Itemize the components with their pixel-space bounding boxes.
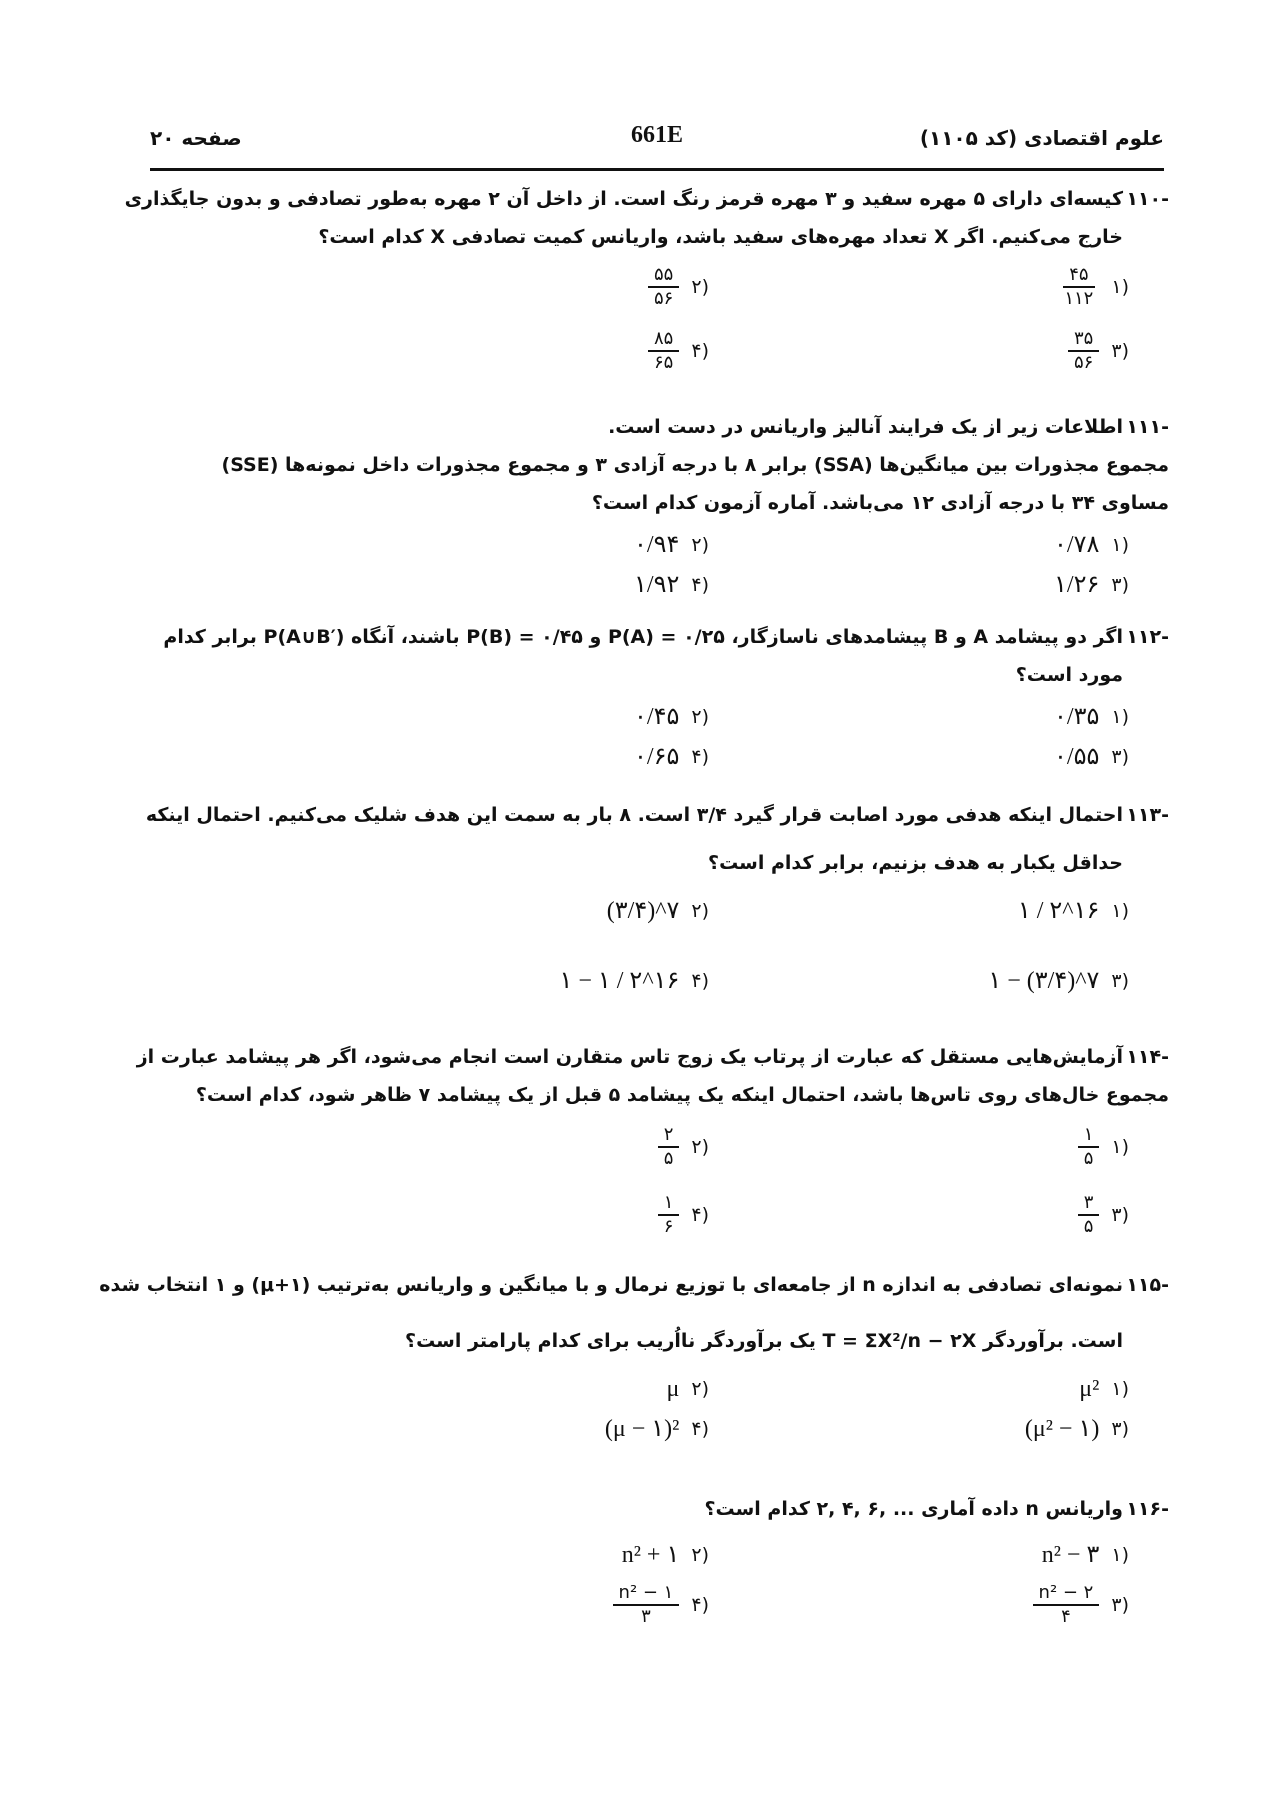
question-text: اطلاعات زیر از یک فرایند آنالیز واریانس در دست است. <box>608 416 1123 438</box>
option-3[interactable]: (۳ ۱/۲۶ <box>1054 572 1129 598</box>
header-rule <box>150 168 1164 171</box>
question-text: واریانس n داده آماری ... ,۶ ,۴ ,۲ کدام است؟ <box>704 1498 1123 1520</box>
question-number: -۱۱۰ <box>1126 188 1169 210</box>
question-116 <box>125 1490 1169 1658</box>
question-text: است. برآوردگر T = ΣX²/n − ۲X یک برآوردگر نااُریب برای کدام پارامتر است؟ <box>405 1330 1123 1352</box>
option-2[interactable]: (۲ (۳/۴)^۷ <box>606 898 709 924</box>
question-number: -۱۱۵ <box>1126 1274 1169 1296</box>
page-header <box>150 118 1164 158</box>
question-text: مورد است؟ <box>1015 664 1123 686</box>
question-number: -۱۱۲ <box>1126 626 1169 648</box>
option-1[interactable]: (۱ $\frac{۱}{۵}$ <box>1078 1124 1129 1170</box>
option-2[interactable]: (۲ ۰/۴۵ <box>634 704 709 730</box>
question-110 <box>125 180 1169 392</box>
option-2[interactable]: (۲ μ <box>666 1376 709 1402</box>
question-text: احتمال اینکه هدفی مورد اصابت قرار گیرد ۳/۴ است. ۸ بار به سمت این هدف شلیک می‌کنیم. احتمال اینکه <box>145 804 1123 826</box>
option-4[interactable]: (۴ $\frac{\text{n² − ۱}}{۳}$ <box>613 1582 709 1628</box>
question-text: مجموع مجذورات بین میانگین‌ها (SSA) برابر ۸ با درجه آزادی ۳ و مجموع مجذورات داخل نمونه‌ها (SSE) <box>221 454 1169 476</box>
option-3[interactable]: (۳ ۰/۵۵ <box>1054 744 1129 770</box>
question-113 <box>125 796 1169 1022</box>
question-number: -۱۱۳ <box>1126 804 1169 826</box>
option-4[interactable]: (۴ (μ − ۱)² <box>604 1416 709 1442</box>
option-4[interactable]: (۴ ۰/۶۵ <box>634 744 709 770</box>
option-2[interactable]: (۲ $\frac{۲}{۵}$ <box>658 1124 709 1170</box>
option-2[interactable]: (۲ ۰/۹۴ <box>634 532 709 558</box>
page-number: صفحه ۲۰ <box>150 126 242 150</box>
option-1[interactable]: (۱ μ² <box>1079 1376 1129 1402</box>
option-1[interactable]: (۱ n² − ۳ <box>1041 1542 1129 1568</box>
option-2[interactable]: (۲ n² + ۱ <box>621 1542 709 1568</box>
question-number: -۱۱۴ <box>1126 1046 1169 1068</box>
question-text: خارج می‌کنیم. اگر X تعداد مهره‌های سفید باشد، واریانس کمیت تصادفی X کدام است؟ <box>318 226 1123 248</box>
question-112 <box>125 618 1169 776</box>
question-text: نمونه‌ای تصادفی به اندازه n از جامعه‌ای با توزیع نرمال و با میانگین و واریانس به‌ترتیب (μ+۱) و ۱ انتخاب شده <box>99 1274 1123 1296</box>
booklet-code: 661E <box>630 122 684 148</box>
question-text: مجموع خال‌های روی تاس‌ها باشد، احتمال اینکه یک پیشامد ۵ قبل از یک پیشامد ۷ ظاهر شود، کدام است؟ <box>195 1084 1169 1106</box>
option-3[interactable]: (۳ $\frac{\text{n² − ۲}}{۴}$ <box>1033 1582 1129 1628</box>
subject-title: علوم اقتصادی (کد ۱۱۰۵) <box>919 126 1164 150</box>
option-4[interactable]: (۴ ۱ − ۱ / ۲^۱۶ <box>559 968 709 994</box>
question-text: آزمایش‌هایی مستقل که عبارت از پرتاب یک زوج تاس متقارن است انجام می‌شود، اگر هر پیشامد عبارت از <box>136 1046 1123 1068</box>
question-number: -۱۱۱ <box>1126 416 1169 438</box>
option-1[interactable]: (۱ ۰/۳۵ <box>1054 704 1129 730</box>
question-text: کیسه‌ای دارای ۵ مهره سفید و ۳ مهره قرمز رنگ است. از داخل آن ۲ مهره به‌طور تصادفی و بدون جایگذاری <box>124 188 1123 210</box>
option-3[interactable]: (۳ (μ² − ۱) <box>1024 1416 1129 1442</box>
option-4[interactable]: (۴ ۱/۹۲ <box>634 572 709 598</box>
question-text: اگر دو پیشامد A و B پیشامدهای ناسازگار، P(A) = ۰/۲۵ و P(B) = ۰/۴۵ باشند، آنگاه P(A∪B′) برابر کدام <box>163 626 1123 648</box>
option-1[interactable]: (۱ ۰/۷۸ <box>1054 532 1129 558</box>
option-1[interactable]: (۱ ۱ / ۲^۱۶ <box>1017 898 1129 924</box>
option-4[interactable]: (۴ $\frac{۸۵}{۶۵}$ <box>648 328 709 374</box>
question-number: -۱۱۶ <box>1126 1498 1169 1520</box>
option-3[interactable]: (۳ $\frac{۳}{۵}$ <box>1078 1192 1129 1238</box>
question-111 <box>125 408 1169 604</box>
question-114 <box>125 1038 1169 1254</box>
question-text: حداقل یکبار به هدف بزنیم، برابر کدام است؟ <box>708 852 1123 874</box>
question-115 <box>99 1266 1169 1448</box>
option-1[interactable]: (۱ $\frac{۴۵}{۱۱۲}$ <box>1064 264 1129 309</box>
option-3[interactable]: (۳ $\frac{۳۵}{۵۶}$ <box>1068 328 1129 374</box>
option-2[interactable]: (۲ $\frac{۵۵}{۵۶}$ <box>648 264 709 310</box>
option-3[interactable]: (۳ ۱ − (۳/۴)^۷ <box>988 968 1129 994</box>
question-text: مساوی ۳۴ با درجه آزادی ۱۲ می‌باشد. آماره آزمون کدام است؟ <box>591 492 1169 514</box>
option-4[interactable]: (۴ $\frac{۱}{۶}$ <box>658 1192 709 1238</box>
